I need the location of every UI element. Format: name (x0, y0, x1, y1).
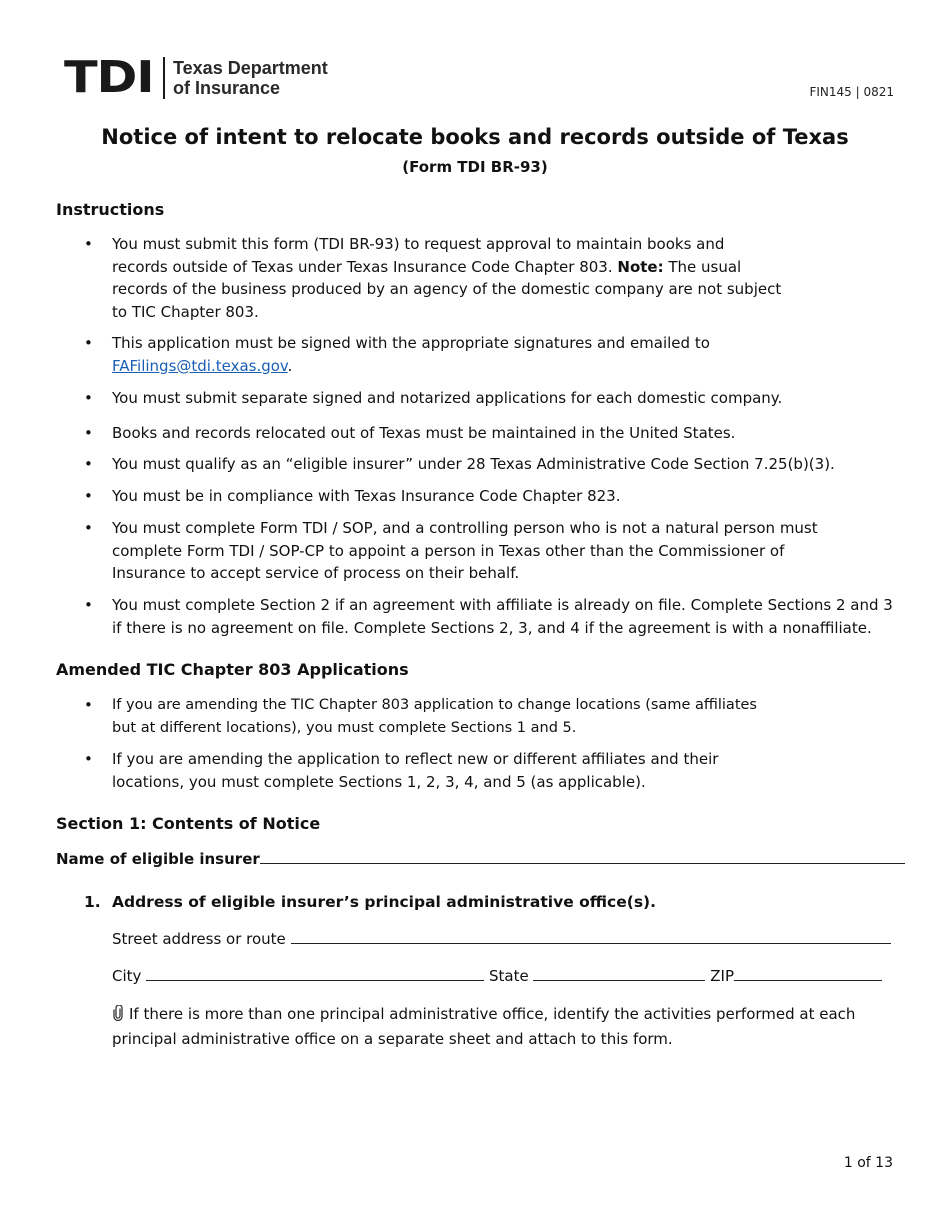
instructions-heading: Instructions (56, 200, 165, 219)
street-address-field[interactable] (291, 929, 891, 944)
list-item: • You must complete Section 2 if an agreement with affiliate is already on file. Complete Sections 2 and 3 if there is no agreement on file. Complete Sections 2, 3, and 4 if the agreement is with a nonaffiliate. (84, 594, 896, 639)
instructions-list-2 (84, 332, 724, 377)
tdi-logo (64, 52, 328, 103)
list-item: • This application must be signed with the appropriate signatures and emailed to FAFilings@tdi.texas.gov. (84, 332, 724, 377)
city-field[interactable] (146, 966, 484, 981)
page-number: 1 of 13 (843, 1155, 893, 1171)
amended-list (84, 694, 784, 748)
list-item: • If you are amending the TIC Chapter 803 application to change locations (same affiliates but at different locations), you must complete Sections 1 and 5. (84, 694, 784, 739)
state-field[interactable] (533, 966, 705, 981)
page-subtitle: (Form TDI BR-93) (402, 158, 548, 176)
amended-list-2 (84, 748, 794, 793)
form-code: FIN145 | 0821 (809, 85, 894, 99)
zip-field[interactable] (734, 966, 882, 981)
street-row (112, 929, 891, 948)
list-item: • You must submit separate signed and notarized applications for each domestic company. (84, 387, 904, 410)
section1-heading: Section 1: Contents of Notice (56, 814, 321, 833)
email-link[interactable]: FAFilings@tdi.texas.gov (112, 356, 288, 375)
zip-label: ZIP (710, 967, 734, 985)
city-label: City (112, 967, 142, 985)
insurer-name-row (56, 849, 905, 868)
logo-line-1: Texas Department (173, 58, 328, 78)
street-label: Street address or route (112, 930, 286, 948)
logo-mark: TDI (64, 52, 154, 103)
instructions-list (84, 233, 784, 332)
item-heading: Address of eligible insurer’s principal administrative office(s). (112, 893, 657, 911)
instructions-list-3 (84, 387, 904, 516)
amended-heading: Amended TIC Chapter 803 Applications (56, 660, 409, 679)
logo-line-2: of Insurance (173, 78, 281, 98)
insurer-name-field[interactable] (260, 849, 905, 864)
list-item: • You must qualify as an “eligible insurer” under 28 Texas Administrative Code Section 7.25(b)(3). (84, 453, 904, 476)
logo-text (173, 58, 328, 98)
instructions-list-4 (84, 517, 819, 585)
attachment-note (112, 1002, 872, 1052)
item-number: 1. (84, 893, 101, 911)
instructions-list-5 (84, 594, 896, 639)
paperclip-icon (112, 1005, 124, 1021)
list-item: • You must submit this form (TDI BR-93) to request approval to maintain books and records outside of Texas under Texas Insurance Code Chapter 803. Note: The usual records of the business produced by an agency of the domestic company are not subject to TIC Chapter 803. (84, 233, 784, 323)
list-item: • If you are amending the application to reflect new or different affiliates and their locations, you must complete Sections 1, 2, 3, 4, and 5 (as applicable). (84, 748, 794, 793)
state-label: State (488, 967, 529, 985)
list-item: • You must be in compliance with Texas Insurance Code Chapter 823. (84, 485, 904, 508)
city-state-zip-row (112, 966, 882, 985)
note-text: If there is more than one principal administrative office, identify the activities performed at each principal administrative office on a separate sheet and attach to this form. (112, 1005, 856, 1048)
insurer-name-label: Name of eligible insurer (56, 850, 260, 868)
page-title: Notice of intent to relocate books and records outside of Texas (101, 125, 849, 149)
note-label: Note: (617, 257, 664, 276)
list-item: • Books and records relocated out of Texas must be maintained in the United States. (84, 422, 904, 445)
list-item: • You must complete Form TDI / SOP, and a controlling person who is not a natural person must complete Form TDI / SOP-CP to appoint a person in Texas other than the Commissioner of Insurance to accept service of process on their behalf. (84, 517, 819, 585)
